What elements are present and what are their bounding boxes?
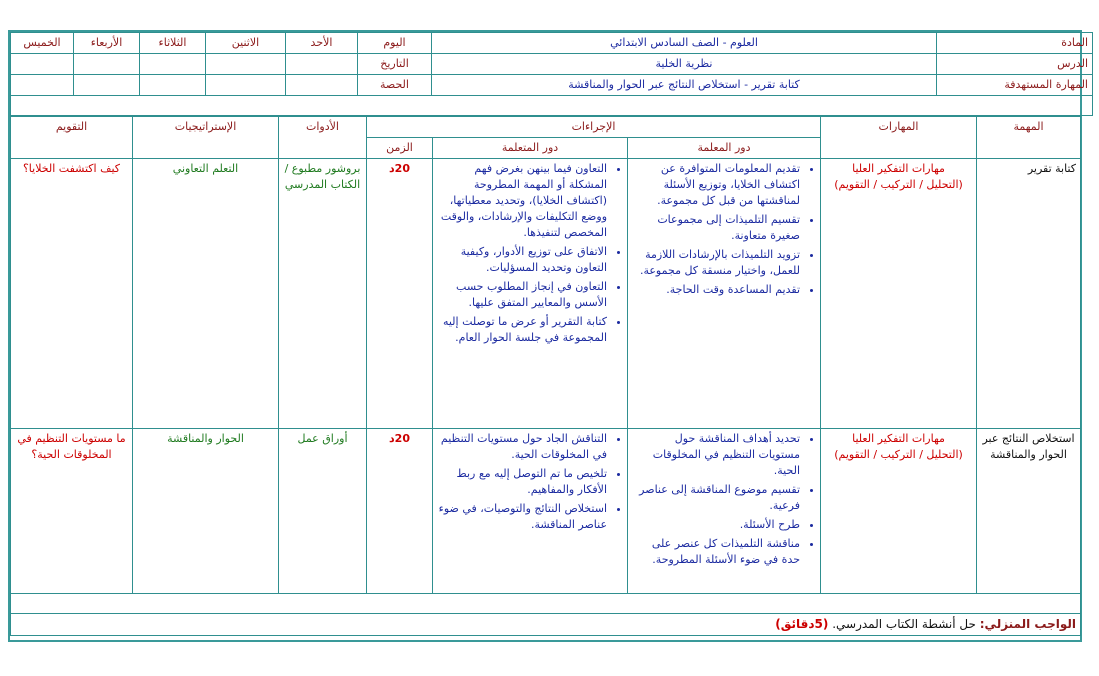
skills-main: مهارات التفكير العليا [852,432,945,445]
student-item: • تلخيص ما تم التوصل إليه مع ربط الأفكار والمفاهيم. [437,466,607,498]
time-cell: 20د [367,429,433,594]
teacher-item: • تقديم المساعدة وقت الحاجة. [632,282,800,298]
col-teacher-role: دور المعلمة [628,138,821,159]
date-cell [206,54,286,75]
skills-sub: (التحليل / التركيب / التقويم) [834,178,963,191]
teacher-item: • مناقشة التلميذات كل عنصر على حدة في ضوء الأسئلة المطروحة. [632,536,800,568]
lesson-plan-frame [8,30,1088,642]
col-procedures: الإجراءات [367,117,821,138]
header-table [10,32,1093,116]
col-student-role: دور المتعلمة [433,138,628,159]
evaluation-cell: كيف اكتشفت الخلايا؟ [11,159,133,429]
skill-value: كتابة تقرير - استخلاص النتائج عبر الحوار والمناقشة [432,75,937,96]
teacher-role-cell [628,429,821,594]
strategy-cell: الحوار والمناقشة [133,429,279,594]
period-cell [140,75,206,96]
period-cell [286,75,358,96]
student-role-cell [433,429,628,594]
day-sunday: الأحد [286,33,358,54]
time-cell: 20د [367,159,433,429]
teacher-item: • تزويد التلميذات بالإرشادات اللازمة للعمل، واختيار منسقة كل مجموعة. [632,247,800,279]
spacer-row [11,96,1093,116]
col-tools: الأدوات [279,117,367,159]
student-item: • استخلاص النتائج والتوصيات، في ضوء عناصر المناقشة. [437,501,607,533]
student-item: • التعاون فيما بينهن بغرض فهم المشكلة أو المهمة المطروحة (اكتشاف الخلايا)، وتحديد معطياتها، ووضع التكليفات والإرشادات، والوقت المخصص لتنفيذها. [437,161,607,241]
student-item: • كتابة التقرير أو عرض ما توصلت إليه المجموعة في جلسة الحوار العام. [437,314,607,346]
skills-sub: (التحليل / التركيب / التقويم) [834,448,963,461]
day-thursday: الخميس [11,33,74,54]
subject-label: المادة [937,33,1093,54]
lesson-value: نظرية الخلية [432,54,937,75]
homework-label: الواجب المنزلي: [979,617,1077,631]
date-cell [286,54,358,75]
evaluation-cell: ما مستويات التنظيم في المخلوقات الحية؟ [11,429,133,594]
skill-label: المهارة المستهدفة [937,75,1093,96]
period-cell [11,75,74,96]
teacher-role-cell [628,159,821,429]
tools-cell: أوراق عمل [279,429,367,594]
date-cell [74,54,140,75]
lesson-label: الدرس [937,54,1093,75]
skills-main: مهارات التفكير العليا [852,162,945,175]
strategy-cell: التعلم التعاوني [133,159,279,429]
teacher-item: • طرح الأسئلة. [632,517,800,533]
teacher-item: • تحديد أهداف المناقشة حول مستويات التنظيم في المخلوقات الحية. [632,431,800,479]
subject-value: العلوم - الصف السادس الابتدائي [432,33,937,54]
col-time: الزمن [367,138,433,159]
task-cell: كتابة تقرير [977,159,1081,429]
student-item: • التناقش الجاد حول مستويات التنظيم في المخلوقات الحية. [437,431,607,463]
period-label: الحصة [358,75,432,96]
teacher-item: • تقسيم التلميذات إلى مجموعات صغيرة متعاونة. [632,212,800,244]
student-item: • الاتفاق على توزيع الأدوار، وكيفية التعاون وتحديد المسؤليات. [437,244,607,276]
teacher-item: • تقسيم موضوع المناقشة إلى عناصر فرعية. [632,482,800,514]
day-label: اليوم [358,33,432,54]
student-role-cell [433,159,628,429]
student-item: • التعاون في إنجاز المطلوب حسب الأسس والمعايير المتفق عليها. [437,279,607,311]
homework-text: حل أنشطة الكتاب المدرسي. [832,617,976,631]
col-strategies: الإستراتيجيات [133,117,279,159]
spacer-row [11,594,1081,614]
skills-cell [821,159,977,429]
day-wednesday: الأربعاء [74,33,140,54]
procedures-table [10,116,1081,636]
date-label: التاريخ [358,54,432,75]
col-task: المهمة [977,117,1081,159]
homework-row [11,614,1081,636]
task-cell: استخلاص النتائج عبر الحوار والمناقشة [977,429,1081,594]
date-cell [140,54,206,75]
day-tuesday: الثلاثاء [140,33,206,54]
period-cell [74,75,140,96]
homework-duration: (5دقائق) [775,617,829,631]
skills-cell [821,429,977,594]
teacher-item: • تقديم المعلومات المتوافرة عن اكتشاف الخلايا، وتوزيع الأسئلة لمناقشتها من قبل كل مجموعة. [632,161,800,209]
tools-cell: بروشور مطبوع / الكتاب المدرسي [279,159,367,429]
day-monday: الاثنين [206,33,286,54]
col-evaluation: التقويم [11,117,133,159]
period-cell [206,75,286,96]
col-skills: المهارات [821,117,977,159]
date-cell [11,54,74,75]
